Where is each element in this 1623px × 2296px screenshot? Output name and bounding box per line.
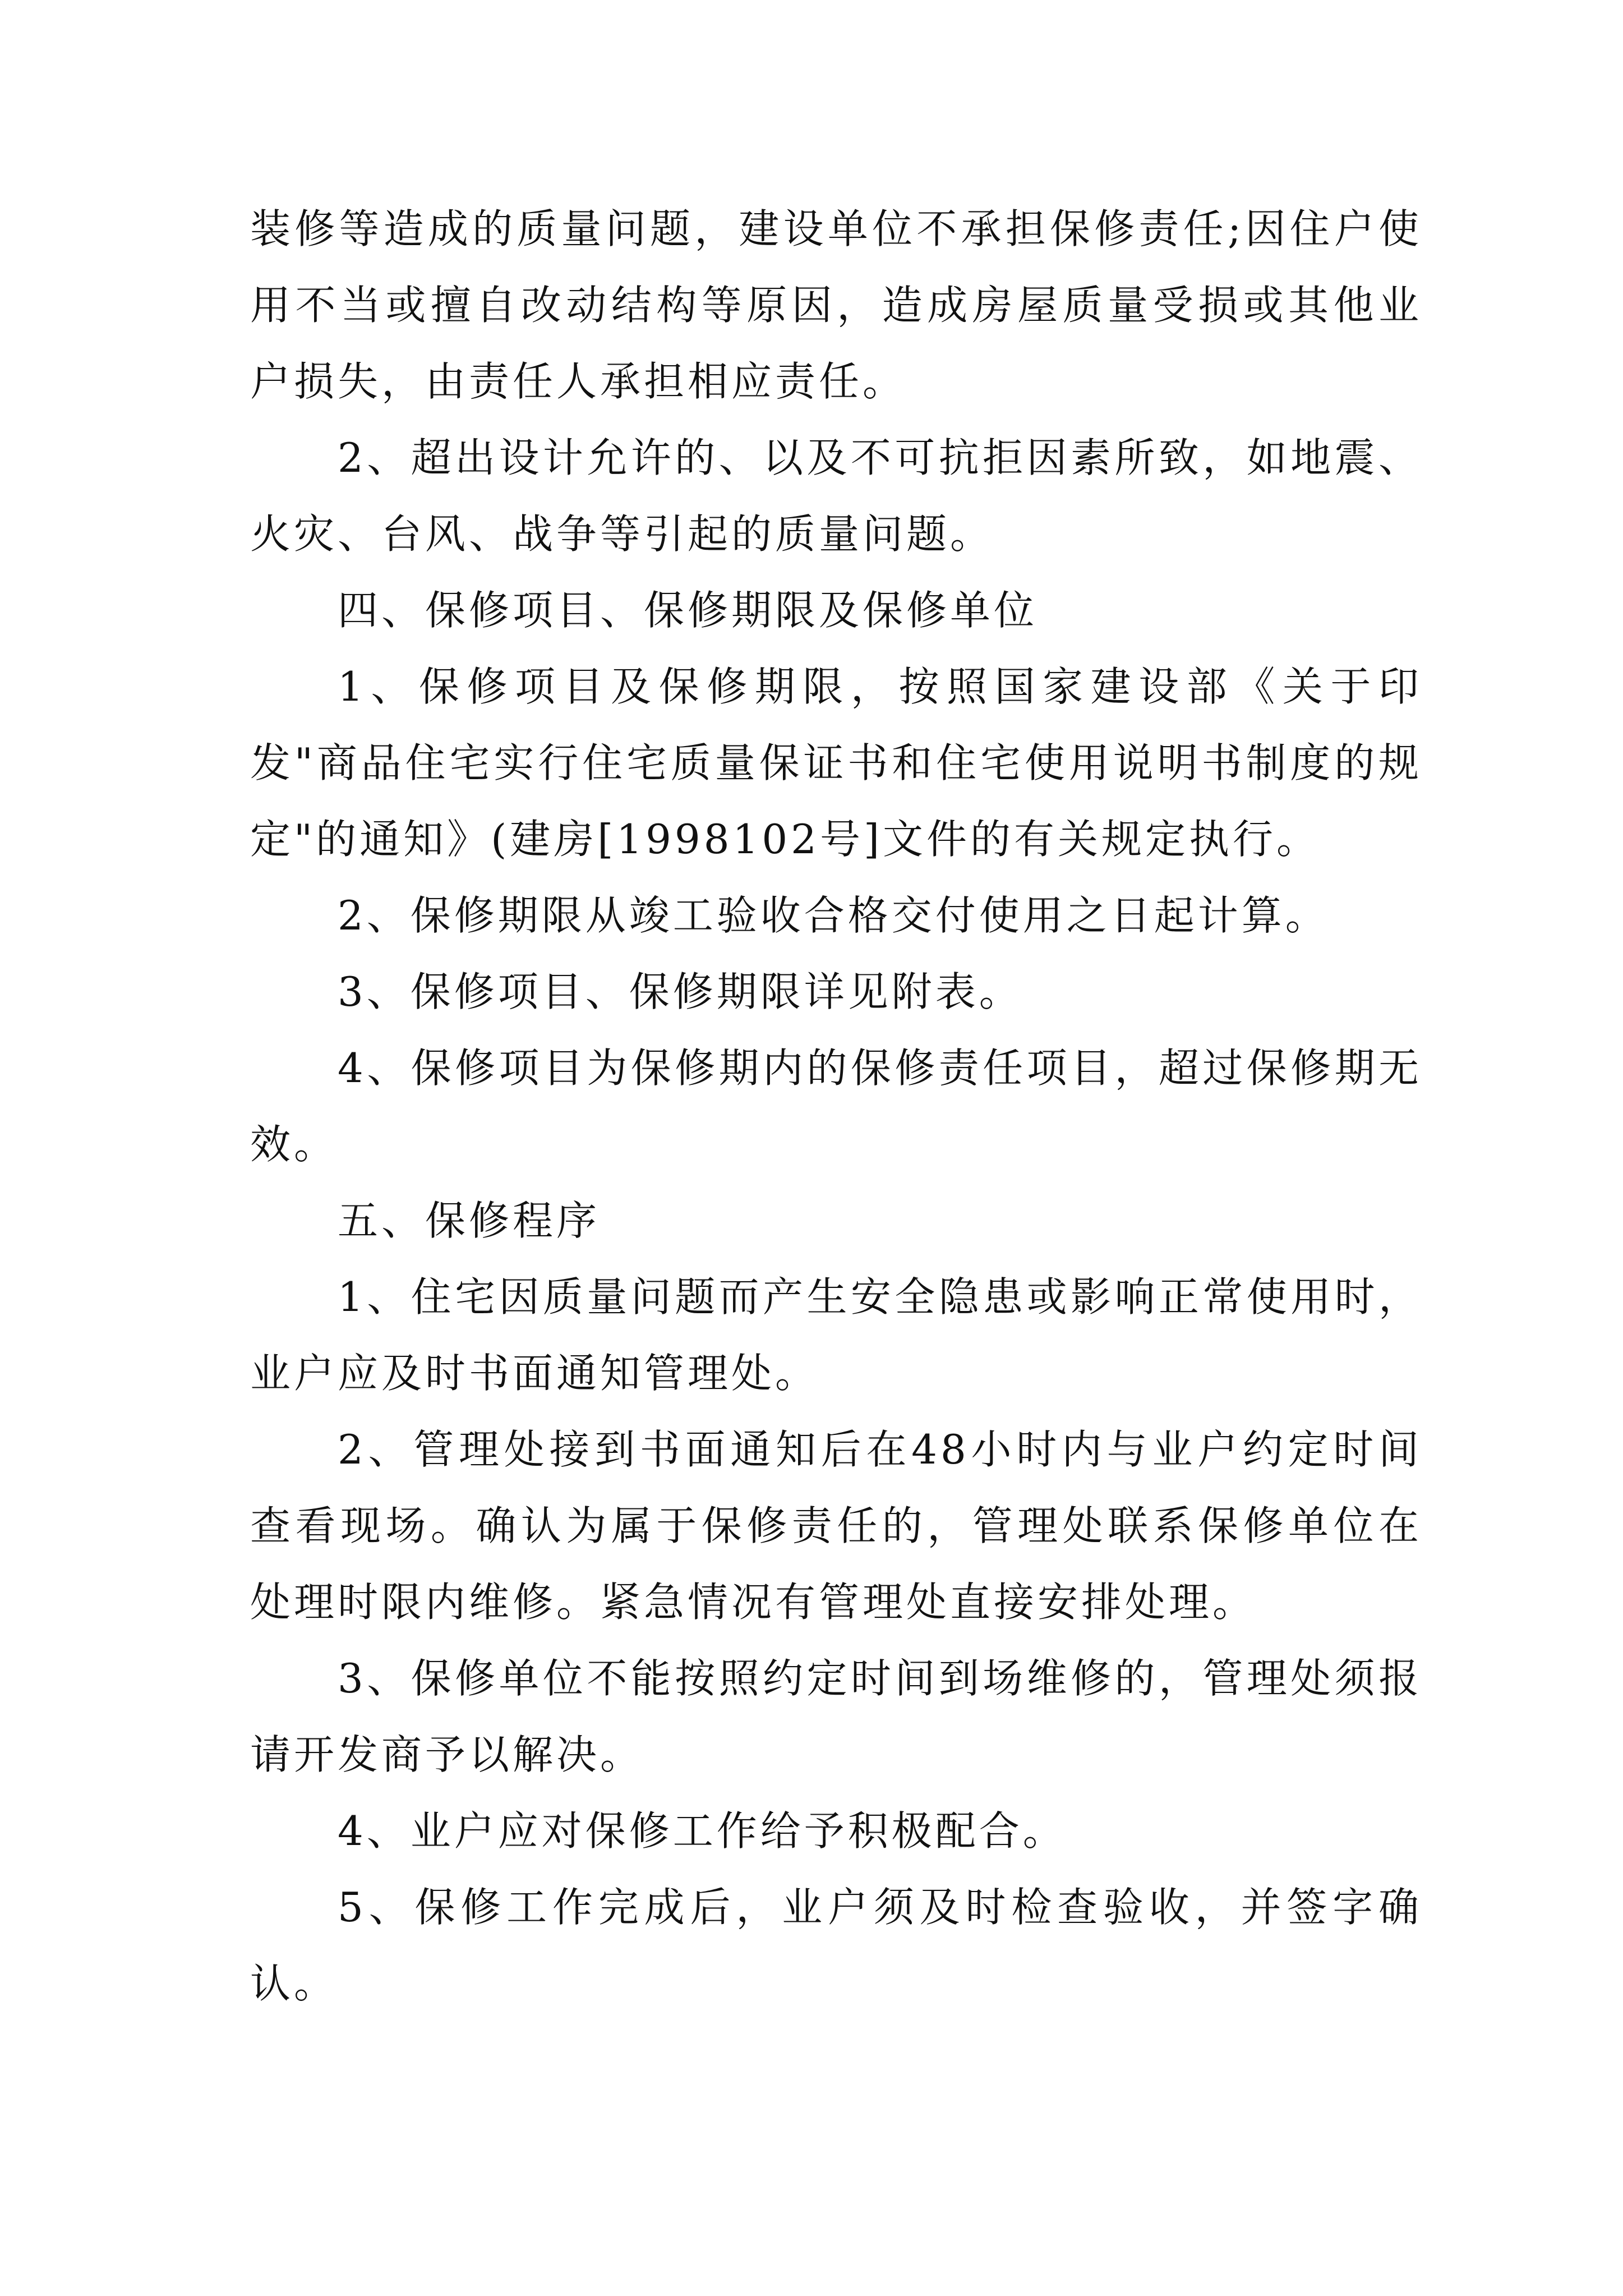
paragraph-item-5-acceptance: 5、保修工作完成后，业户须及时检查验收，并签字确认。 [250, 1884, 1422, 2007]
paragraph-item-2-exclusions: 2、超出设计允许的、以及不可抗拒因素所致，如地震、火灾、台风、战争等引起的质量问题。 [250, 434, 1422, 558]
paragraph-item-1-warranty-terms: 1、保修项目及保修期限，按照国家建设部《关于印发"商品住宅实行住宅质量保证书和住宅使用说明书制度的规定"的通知》(建房[1998102号]文件的有关规定执行。 [250, 663, 1422, 863]
paragraph-item-4-cooperation: 4、业户应对保修工作给予积极配合。 [338, 1807, 1067, 1855]
paragraph-item-2-warranty-start: 2、保修期限从竣工验收合格交付使用之日起计算。 [338, 892, 1329, 939]
paragraph-continuation: 装修等造成的质量问题，建设单位不承担保修责任;因住户使用不当或擅自改动结构等原因，造成房屋质量受损或其他业户损失，由责任人承担相应责任。 [250, 205, 1422, 405]
paragraph-item-2-inspection: 2、管理处接到书面通知后在48小时内与业户约定时间查看现场。确认为属于保修责任的，管理处联系保修单位在处理时限内维修。紧急情况有管理处直接安排处理。 [250, 1426, 1422, 1626]
paragraph-item-3-escalation: 3、保修单位不能按照约定时间到场维修的，管理处须报请开发商予以解决。 [250, 1655, 1422, 1778]
document-body [250, 191, 1422, 2022]
paragraph-item-3-see-appendix: 3、保修项目、保修期限详见附表。 [338, 968, 1023, 1015]
paragraph-item-4-expiry: 4、保修项目为保修期内的保修责任项目，超过保修期无效。 [250, 1045, 1422, 1168]
paragraph-item-1-notify: 1、住宅因质量问题而产生安全隐患或影响正常使用时，业户应及时书面通知管理处。 [250, 1273, 1422, 1397]
section-heading-4: 四、保修项目、保修期限及保修单位 [338, 587, 1038, 634]
section-heading-5: 五、保修程序 [338, 1197, 601, 1244]
